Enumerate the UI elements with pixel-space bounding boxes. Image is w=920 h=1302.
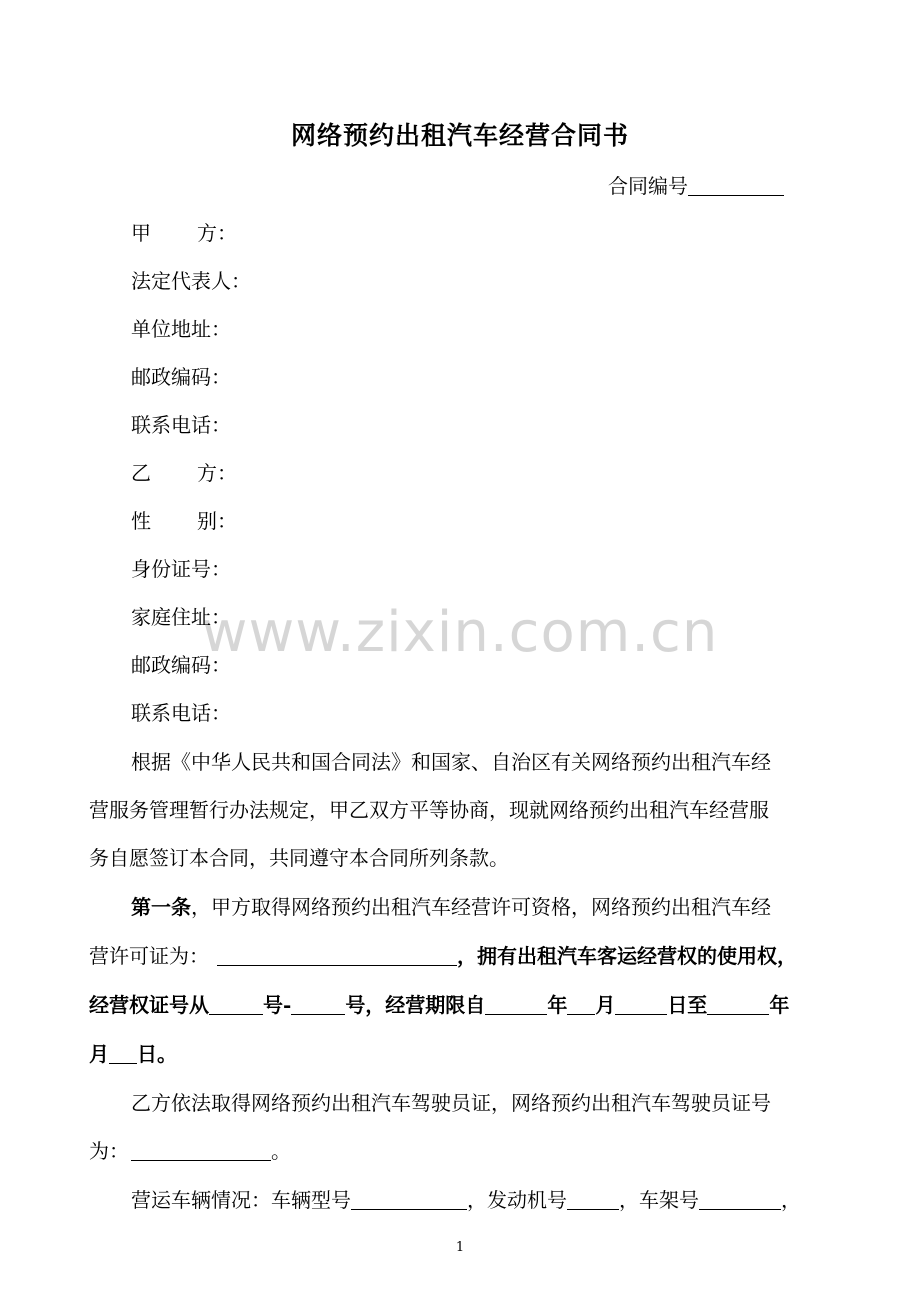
party-b-gender-field xyxy=(131,507,237,535)
contract-number-blank xyxy=(688,175,784,196)
party-a-phone-field: 联系电话： xyxy=(131,413,231,437)
party-b-id-field: 身份证号： xyxy=(131,557,231,581)
article1-line-1 xyxy=(131,893,771,921)
operating-right-text: ，拥有出租汽车客运经营权的使用权， xyxy=(457,944,797,968)
party-b-label-suffix: 方： xyxy=(197,461,237,485)
vehicle-model-label: 营运车辆情况：车辆型号 xyxy=(131,1188,351,1212)
article1-line-2 xyxy=(89,942,797,970)
driver-cert-label: 为： xyxy=(89,1139,129,1163)
party-a-rep-field: 法定代表人： xyxy=(131,269,251,293)
article1-line-3 xyxy=(89,991,789,1019)
engine-blank xyxy=(567,1189,619,1210)
end-month-blank xyxy=(109,1043,137,1064)
page-number: 1 xyxy=(455,1240,465,1255)
party-b-phone-field: 联系电话： xyxy=(131,701,231,725)
driver-line-1: 乙方依法取得网络预约出租汽车驾驶员证，网络预约出租汽车驾驶员证号 xyxy=(131,1091,771,1115)
watermark: www.zixin.com.cn xyxy=(201,600,719,665)
right-cert-label: 经营权证号从 xyxy=(89,993,209,1017)
driver-cert-end: 。 xyxy=(271,1139,291,1163)
vehicle-end: ， xyxy=(781,1188,801,1212)
frame-blank xyxy=(699,1189,781,1210)
end-day-text: 日。 xyxy=(137,1042,177,1066)
gender-label-suffix: 别： xyxy=(197,509,237,533)
intro-line-2: 营服务管理暂行办法规定，甲乙双方平等协商，现就网络预约出租汽车经营服 xyxy=(89,798,769,822)
vehicle-line xyxy=(131,1186,801,1214)
party-a-label-suffix: 方： xyxy=(197,221,237,245)
driver-cert-blank xyxy=(131,1140,271,1161)
vehicle-model-blank xyxy=(351,1189,467,1210)
frame-label: ，车架号 xyxy=(619,1188,699,1212)
end-year-text: 年 xyxy=(769,993,790,1017)
party-a-field xyxy=(131,219,237,247)
cert-from-blank xyxy=(209,994,263,1015)
start-day-text: 日至 xyxy=(667,993,708,1017)
cert-mid-text: 号- xyxy=(263,993,292,1017)
party-b-address-field: 家庭住址： xyxy=(131,605,231,629)
driver-line-2 xyxy=(89,1137,291,1165)
article1-heading: 第一条 xyxy=(131,895,191,919)
party-b-label-char: 乙 xyxy=(131,461,151,485)
end-month-text: 月 xyxy=(89,1042,109,1066)
intro-line-3: 务自愿签订本合同，共同遵守本合同所列条款。 xyxy=(89,846,509,870)
start-month-text: 月 xyxy=(595,993,616,1017)
license-blank xyxy=(217,945,457,966)
party-a-address-field: 单位地址： xyxy=(131,317,231,341)
party-a-postcode-field: 邮政编码： xyxy=(131,365,231,389)
party-b-field xyxy=(131,459,237,487)
contract-number-label: 合同编号 xyxy=(608,174,688,198)
start-year-blank xyxy=(485,994,547,1015)
article1-line-4 xyxy=(89,1040,177,1068)
term-label: 号，经营期限自 xyxy=(345,993,486,1017)
license-label: 营许可证为： xyxy=(89,944,209,968)
end-year-blank xyxy=(707,994,769,1015)
document-title: 网络预约出租汽车经营合同书 xyxy=(290,121,629,150)
party-b-postcode-field: 邮政编码： xyxy=(131,653,231,677)
intro-line-1: 根据《中华人民共和国合同法》和国家、自治区有关网络预约出租汽车经 xyxy=(131,750,771,774)
start-year-text: 年 xyxy=(547,993,568,1017)
contract-number-line xyxy=(608,172,784,200)
start-day-blank xyxy=(615,994,667,1015)
start-month-blank xyxy=(567,994,595,1015)
engine-label: ，发动机号 xyxy=(467,1188,567,1212)
gender-label-char: 性 xyxy=(131,509,151,533)
article1-text: ，甲方取得网络预约出租汽车经营许可资格，网络预约出租汽车经 xyxy=(191,895,771,919)
cert-to-blank xyxy=(291,994,345,1015)
party-a-label-char: 甲 xyxy=(131,221,151,245)
